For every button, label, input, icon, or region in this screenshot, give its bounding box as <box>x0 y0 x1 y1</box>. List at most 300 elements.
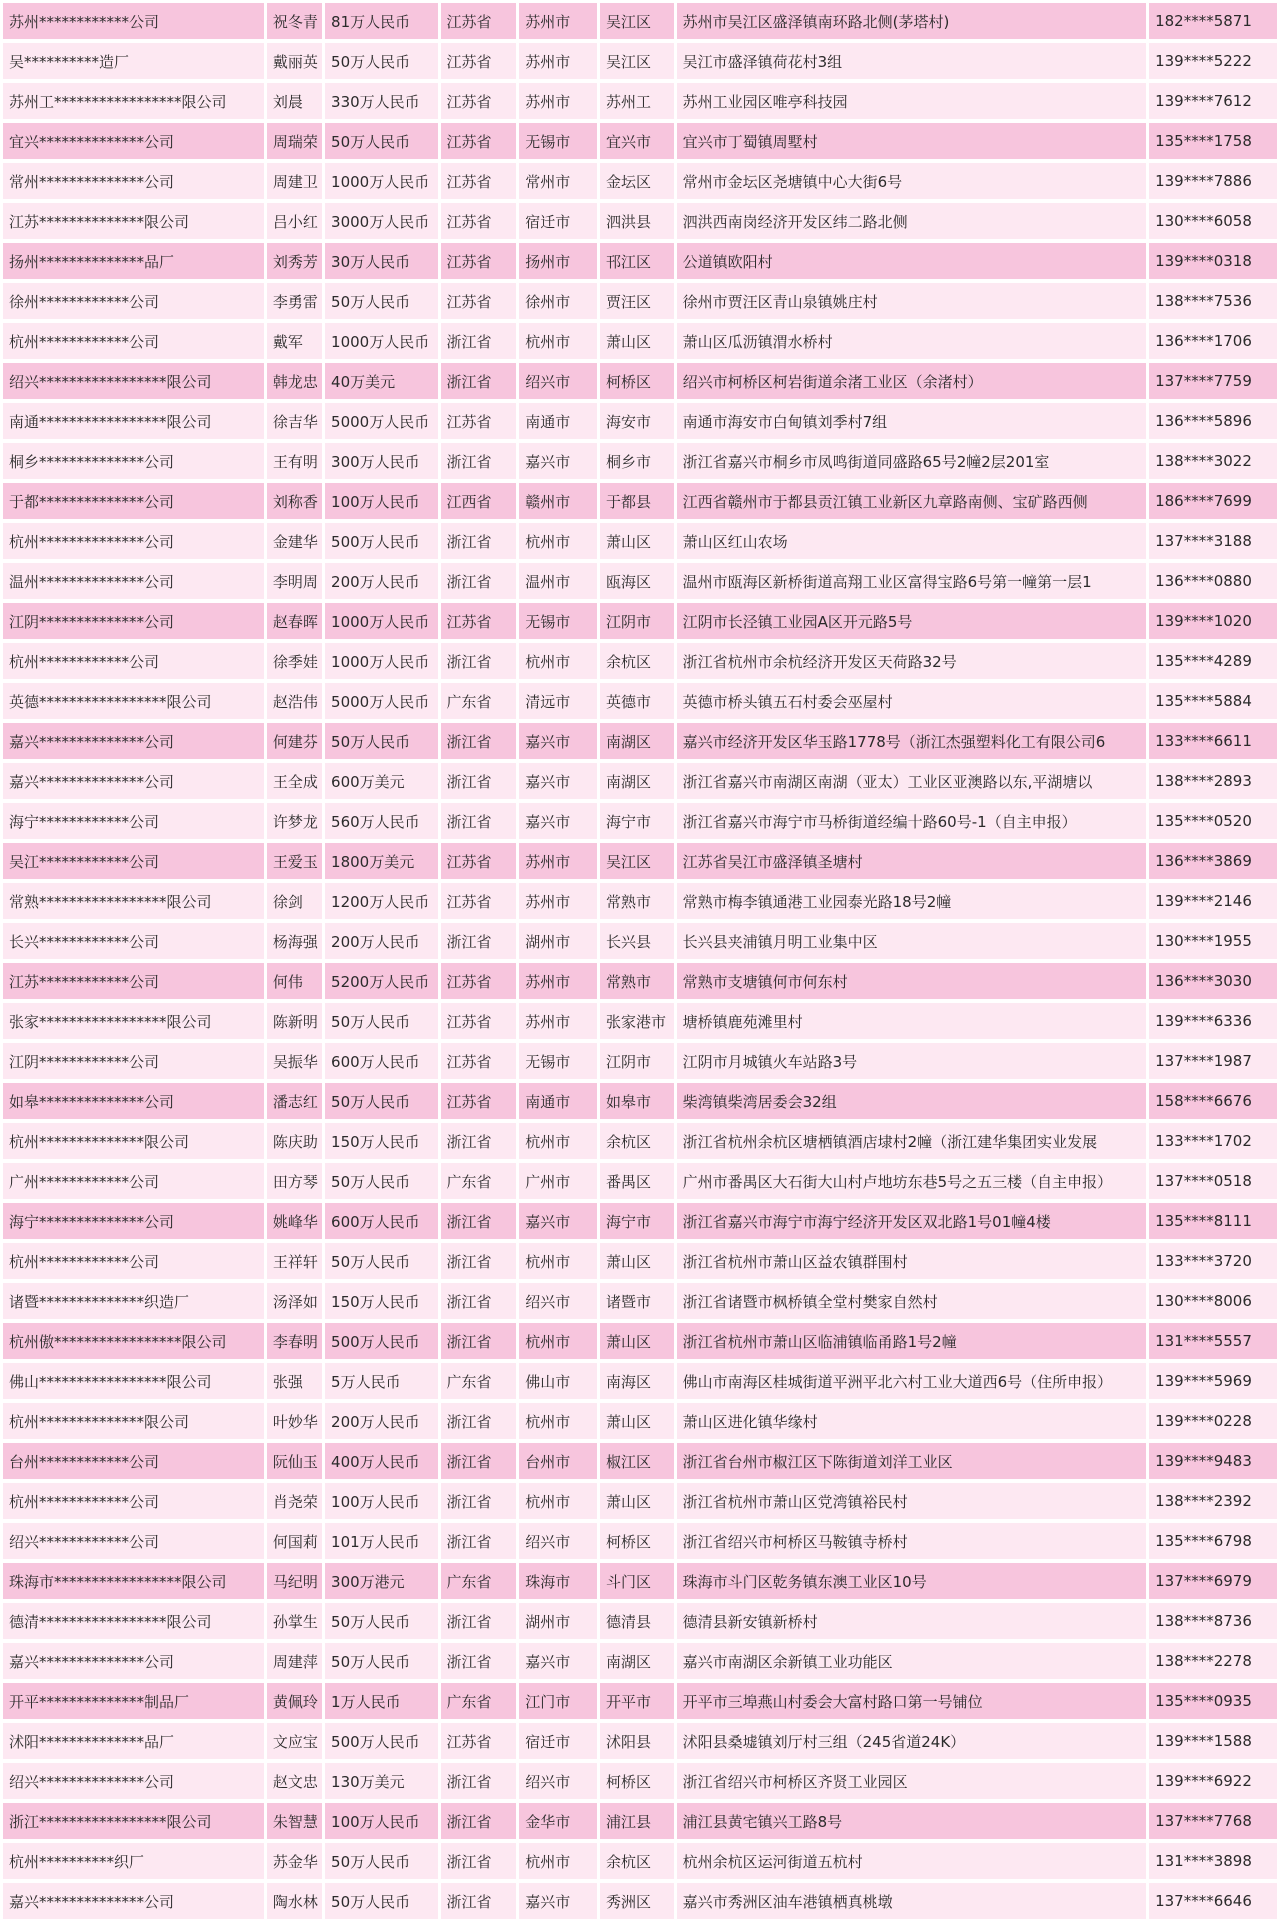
district-cell: 秀洲区 <box>600 1883 674 1919</box>
company-name-cell: 江苏************公司 <box>3 963 264 999</box>
address-cell: 嘉兴市经济开发区华玉路1778号（浙江杰强塑料化工有限公司6 <box>677 723 1146 759</box>
table-row <box>3 1643 1277 1679</box>
table-row <box>3 603 1277 639</box>
registered-capital-cell: 5000万人民币 <box>325 683 438 719</box>
phone-cell: 136****1706 <box>1149 323 1277 359</box>
registered-capital-cell: 5万人民币 <box>325 1363 438 1399</box>
company-name-cell: 杭州************公司 <box>3 323 264 359</box>
registered-capital-cell: 300万港元 <box>325 1563 438 1599</box>
phone-cell: 135****0520 <box>1149 803 1277 839</box>
district-cell: 开平市 <box>600 1683 674 1719</box>
company-name-cell: 开平**************制品厂 <box>3 1683 264 1719</box>
phone-cell: 130****1955 <box>1149 923 1277 959</box>
address-cell: 杭州余杭区运河街道五杭村 <box>677 1843 1146 1879</box>
table-row <box>3 1883 1277 1919</box>
company-name-cell: 桐乡**************公司 <box>3 443 264 479</box>
legal-person-cell: 赵春晖 <box>267 603 322 639</box>
phone-cell: 130****8006 <box>1149 1283 1277 1319</box>
city-cell: 嘉兴市 <box>519 1643 597 1679</box>
registered-capital-cell: 600万人民币 <box>325 1043 438 1079</box>
phone-cell: 135****0935 <box>1149 1683 1277 1719</box>
province-cell: 浙江省 <box>441 1403 517 1439</box>
registered-capital-cell: 1000万人民币 <box>325 603 438 639</box>
city-cell: 苏州市 <box>519 963 597 999</box>
address-cell: 徐州市贾汪区青山泉镇姚庄村 <box>677 283 1146 319</box>
address-cell: 开平市三埠燕山村委会大富村路口第一号铺位 <box>677 1683 1146 1719</box>
province-cell: 江苏省 <box>441 883 517 919</box>
phone-cell: 139****5222 <box>1149 43 1277 79</box>
district-cell: 浦江县 <box>600 1803 674 1839</box>
company-name-cell: 如皋**************公司 <box>3 1083 264 1119</box>
table-row <box>3 1083 1277 1119</box>
province-cell: 浙江省 <box>441 1523 517 1559</box>
city-cell: 佛山市 <box>519 1363 597 1399</box>
address-cell: 长兴县夹浦镇月明工业集中区 <box>677 923 1146 959</box>
address-cell: 绍兴市柯桥区柯岩街道余渚工业区（余渚村） <box>677 363 1146 399</box>
province-cell: 广东省 <box>441 1363 517 1399</box>
legal-person-cell: 张强 <box>267 1363 322 1399</box>
province-cell: 浙江省 <box>441 723 517 759</box>
district-cell: 萧山区 <box>600 1403 674 1439</box>
registered-capital-cell: 50万人民币 <box>325 43 438 79</box>
table-row <box>3 203 1277 239</box>
legal-person-cell: 刘秀芳 <box>267 243 322 279</box>
district-cell: 沭阳县 <box>600 1723 674 1759</box>
company-name-cell: 杭州************公司 <box>3 1483 264 1519</box>
province-cell: 江苏省 <box>441 403 517 439</box>
address-cell: 萧山区红山农场 <box>677 523 1146 559</box>
address-cell: 浙江省台州市椒江区下陈街道刘洋工业区 <box>677 1443 1146 1479</box>
address-cell: 嘉兴市秀洲区油车港镇栖真桃墩 <box>677 1883 1146 1919</box>
registered-capital-cell: 100万人民币 <box>325 483 438 519</box>
legal-person-cell: 李勇雷 <box>267 283 322 319</box>
district-cell: 宜兴市 <box>600 123 674 159</box>
registered-capital-cell: 600万人民币 <box>325 1203 438 1239</box>
table-row <box>3 563 1277 599</box>
district-cell: 番禺区 <box>600 1163 674 1199</box>
city-cell: 嘉兴市 <box>519 1203 597 1239</box>
province-cell: 浙江省 <box>441 643 517 679</box>
company-name-cell: 绍兴************公司 <box>3 1523 264 1559</box>
legal-person-cell: 杨海强 <box>267 923 322 959</box>
city-cell: 嘉兴市 <box>519 763 597 799</box>
phone-cell: 139****7886 <box>1149 163 1277 199</box>
company-name-cell: 台州************公司 <box>3 1443 264 1479</box>
city-cell: 清远市 <box>519 683 597 719</box>
city-cell: 杭州市 <box>519 523 597 559</box>
table-row <box>3 1363 1277 1399</box>
phone-cell: 133****6611 <box>1149 723 1277 759</box>
province-cell: 江苏省 <box>441 123 517 159</box>
address-cell: 柴湾镇柴湾居委会32组 <box>677 1083 1146 1119</box>
legal-person-cell: 吴振华 <box>267 1043 322 1079</box>
district-cell: 邗江区 <box>600 243 674 279</box>
district-cell: 柯桥区 <box>600 1763 674 1799</box>
company-name-cell: 徐州************公司 <box>3 283 264 319</box>
district-cell: 于都县 <box>600 483 674 519</box>
city-cell: 宿迁市 <box>519 203 597 239</box>
province-cell: 江苏省 <box>441 43 517 79</box>
company-name-cell: 长兴************公司 <box>3 923 264 959</box>
table-row <box>3 403 1277 439</box>
company-name-cell: 海宁************公司 <box>3 803 264 839</box>
company-name-cell: 江苏**************限公司 <box>3 203 264 239</box>
province-cell: 浙江省 <box>441 923 517 959</box>
district-cell: 英德市 <box>600 683 674 719</box>
table-row <box>3 1763 1277 1799</box>
city-cell: 金华市 <box>519 1803 597 1839</box>
company-name-cell: 广州************公司 <box>3 1163 264 1199</box>
table-row <box>3 1523 1277 1559</box>
phone-cell: 139****6922 <box>1149 1763 1277 1799</box>
province-cell: 江苏省 <box>441 163 517 199</box>
address-cell: 苏州市吴江区盛泽镇南环路北侧(茅塔村) <box>677 3 1146 39</box>
city-cell: 杭州市 <box>519 1323 597 1359</box>
phone-cell: 135****1758 <box>1149 123 1277 159</box>
registered-capital-cell: 5200万人民币 <box>325 963 438 999</box>
district-cell: 常熟市 <box>600 963 674 999</box>
city-cell: 扬州市 <box>519 243 597 279</box>
table-row <box>3 803 1277 839</box>
phone-cell: 139****9483 <box>1149 1443 1277 1479</box>
registered-capital-cell: 300万人民币 <box>325 443 438 479</box>
table-row <box>3 443 1277 479</box>
registered-capital-cell: 200万人民币 <box>325 563 438 599</box>
phone-cell: 135****4289 <box>1149 643 1277 679</box>
address-cell: 苏州工业园区唯亭科技园 <box>677 83 1146 119</box>
province-cell: 浙江省 <box>441 1203 517 1239</box>
district-cell: 海宁市 <box>600 1203 674 1239</box>
district-cell: 诸暨市 <box>600 1283 674 1319</box>
province-cell: 浙江省 <box>441 1123 517 1159</box>
city-cell: 湖州市 <box>519 1603 597 1639</box>
phone-cell: 137****0518 <box>1149 1163 1277 1199</box>
city-cell: 嘉兴市 <box>519 1883 597 1919</box>
district-cell: 萧山区 <box>600 1323 674 1359</box>
province-cell: 江苏省 <box>441 83 517 119</box>
city-cell: 无锡市 <box>519 123 597 159</box>
district-cell: 南湖区 <box>600 723 674 759</box>
district-cell: 柯桥区 <box>600 363 674 399</box>
city-cell: 嘉兴市 <box>519 443 597 479</box>
province-cell: 浙江省 <box>441 1443 517 1479</box>
district-cell: 江阴市 <box>600 1043 674 1079</box>
city-cell: 杭州市 <box>519 1123 597 1159</box>
phone-cell: 139****2146 <box>1149 883 1277 919</box>
company-name-cell: 南通*****************限公司 <box>3 403 264 439</box>
district-cell: 德清县 <box>600 1603 674 1639</box>
company-name-cell: 杭州************公司 <box>3 643 264 679</box>
province-cell: 江苏省 <box>441 3 517 39</box>
registered-capital-cell: 500万人民币 <box>325 1723 438 1759</box>
company-name-cell: 杭州************公司 <box>3 1243 264 1279</box>
phone-cell: 133****3720 <box>1149 1243 1277 1279</box>
district-cell: 张家港市 <box>600 1003 674 1039</box>
address-cell: 浙江省杭州市余杭经济开发区天荷路32号 <box>677 643 1146 679</box>
district-cell: 海安市 <box>600 403 674 439</box>
phone-cell: 138****8736 <box>1149 1603 1277 1639</box>
address-cell: 泗洪西南岗经济开发区纬二路北侧 <box>677 203 1146 239</box>
city-cell: 台州市 <box>519 1443 597 1479</box>
registered-capital-cell: 101万人民币 <box>325 1523 438 1559</box>
province-cell: 浙江省 <box>441 1603 517 1639</box>
city-cell: 常州市 <box>519 163 597 199</box>
district-cell: 余杭区 <box>600 1843 674 1879</box>
address-cell: 浙江省嘉兴市海宁市马桥街道经编十路60号-1（自主申报） <box>677 803 1146 839</box>
address-cell: 常州市金坛区尧塘镇中心大街6号 <box>677 163 1146 199</box>
legal-person-cell: 戴丽英 <box>267 43 322 79</box>
province-cell: 江苏省 <box>441 1003 517 1039</box>
registered-capital-cell: 130万美元 <box>325 1763 438 1799</box>
city-cell: 南通市 <box>519 1083 597 1119</box>
legal-person-cell: 姚峰华 <box>267 1203 322 1239</box>
province-cell: 江苏省 <box>441 963 517 999</box>
registered-capital-cell: 1万人民币 <box>325 1683 438 1719</box>
province-cell: 江苏省 <box>441 203 517 239</box>
registered-capital-cell: 5000万人民币 <box>325 403 438 439</box>
table-row <box>3 523 1277 559</box>
phone-cell: 137****7759 <box>1149 363 1277 399</box>
table-row <box>3 483 1277 519</box>
company-name-cell: 杭州傲*****************限公司 <box>3 1323 264 1359</box>
phone-cell: 139****1588 <box>1149 1723 1277 1759</box>
table-row <box>3 1123 1277 1159</box>
city-cell: 苏州市 <box>519 883 597 919</box>
company-name-cell: 杭州**********织厂 <box>3 1843 264 1879</box>
city-cell: 杭州市 <box>519 1243 597 1279</box>
district-cell: 贾汪区 <box>600 283 674 319</box>
company-name-cell: 江阴************公司 <box>3 1043 264 1079</box>
registered-capital-cell: 1800万美元 <box>325 843 438 879</box>
registered-capital-cell: 150万人民币 <box>325 1283 438 1319</box>
company-name-cell: 绍兴**************公司 <box>3 1763 264 1799</box>
registered-capital-cell: 50万人民币 <box>325 1603 438 1639</box>
address-cell: 浙江省嘉兴市桐乡市凤鸣街道同盛路65号2幢2层201室 <box>677 443 1146 479</box>
address-cell: 浙江省嘉兴市南湖区南湖（亚太）工业区亚澳路以东,平湖塘以 <box>677 763 1146 799</box>
legal-person-cell: 田方琴 <box>267 1163 322 1199</box>
province-cell: 浙江省 <box>441 1243 517 1279</box>
table-row <box>3 1203 1277 1239</box>
table-row <box>3 3 1277 39</box>
city-cell: 杭州市 <box>519 323 597 359</box>
registered-capital-cell: 500万人民币 <box>325 523 438 559</box>
table-row <box>3 83 1277 119</box>
table-row <box>3 1003 1277 1039</box>
phone-cell: 139****1020 <box>1149 603 1277 639</box>
phone-cell: 138****2278 <box>1149 1643 1277 1679</box>
phone-cell: 138****7536 <box>1149 283 1277 319</box>
table-row <box>3 243 1277 279</box>
company-name-cell: 嘉兴**************公司 <box>3 723 264 759</box>
company-name-cell: 英德*****************限公司 <box>3 683 264 719</box>
province-cell: 广东省 <box>441 1683 517 1719</box>
legal-person-cell: 何国莉 <box>267 1523 322 1559</box>
table-body <box>3 3 1277 1919</box>
table-row <box>3 1243 1277 1279</box>
legal-person-cell: 许梦龙 <box>267 803 322 839</box>
address-cell: 塘桥镇鹿苑滩里村 <box>677 1003 1146 1039</box>
address-cell: 英德市桥头镇五石村委会巫屋村 <box>677 683 1146 719</box>
district-cell: 吴江区 <box>600 843 674 879</box>
registered-capital-cell: 40万美元 <box>325 363 438 399</box>
registered-capital-cell: 200万人民币 <box>325 1403 438 1439</box>
city-cell: 南通市 <box>519 403 597 439</box>
city-cell: 苏州市 <box>519 1003 597 1039</box>
district-cell: 南海区 <box>600 1363 674 1399</box>
company-name-cell: 沭阳**************品厂 <box>3 1723 264 1759</box>
province-cell: 浙江省 <box>441 1643 517 1679</box>
legal-person-cell: 陈新明 <box>267 1003 322 1039</box>
phone-cell: 131****3898 <box>1149 1843 1277 1879</box>
district-cell: 常熟市 <box>600 883 674 919</box>
address-cell: 常熟市梅李镇通港工业园泰光路18号2幢 <box>677 883 1146 919</box>
province-cell: 江苏省 <box>441 843 517 879</box>
phone-cell: 139****0228 <box>1149 1403 1277 1439</box>
legal-person-cell: 潘志红 <box>267 1083 322 1119</box>
province-cell: 江苏省 <box>441 1043 517 1079</box>
city-cell: 苏州市 <box>519 43 597 79</box>
table-row <box>3 1843 1277 1879</box>
legal-person-cell: 朱智慧 <box>267 1803 322 1839</box>
company-name-cell: 杭州**************限公司 <box>3 1123 264 1159</box>
company-name-cell: 浙江*****************限公司 <box>3 1803 264 1839</box>
district-cell: 余杭区 <box>600 1123 674 1159</box>
table-row <box>3 923 1277 959</box>
legal-person-cell: 王祥轩 <box>267 1243 322 1279</box>
legal-person-cell: 王有明 <box>267 443 322 479</box>
registered-capital-cell: 1200万人民币 <box>325 883 438 919</box>
registered-capital-cell: 100万人民币 <box>325 1483 438 1519</box>
city-cell: 杭州市 <box>519 1403 597 1439</box>
phone-cell: 138****2392 <box>1149 1483 1277 1519</box>
company-name-cell: 常熟*****************限公司 <box>3 883 264 919</box>
company-name-cell: 杭州**************限公司 <box>3 1403 264 1439</box>
province-cell: 浙江省 <box>441 443 517 479</box>
district-cell: 泗洪县 <box>600 203 674 239</box>
province-cell: 浙江省 <box>441 763 517 799</box>
district-cell: 萧山区 <box>600 1243 674 1279</box>
phone-cell: 139****6336 <box>1149 1003 1277 1039</box>
legal-person-cell: 何建芬 <box>267 723 322 759</box>
address-cell: 沭阳县桑墟镇刘厅村三组（245省道24K） <box>677 1723 1146 1759</box>
city-cell: 广州市 <box>519 1163 597 1199</box>
table-row <box>3 683 1277 719</box>
legal-person-cell: 孙掌生 <box>267 1603 322 1639</box>
district-cell: 苏州工 <box>600 83 674 119</box>
company-name-cell: 吴**********造厂 <box>3 43 264 79</box>
legal-person-cell: 王全成 <box>267 763 322 799</box>
city-cell: 无锡市 <box>519 603 597 639</box>
province-cell: 浙江省 <box>441 563 517 599</box>
city-cell: 杭州市 <box>519 1843 597 1879</box>
table-row <box>3 843 1277 879</box>
city-cell: 嘉兴市 <box>519 803 597 839</box>
phone-cell: 137****3188 <box>1149 523 1277 559</box>
province-cell: 浙江省 <box>441 1843 517 1879</box>
registered-capital-cell: 50万人民币 <box>325 1243 438 1279</box>
legal-person-cell: 汤泽如 <box>267 1283 322 1319</box>
legal-person-cell: 李明周 <box>267 563 322 599</box>
company-name-cell: 宜兴**************公司 <box>3 123 264 159</box>
phone-cell: 137****6646 <box>1149 1883 1277 1919</box>
legal-person-cell: 李春明 <box>267 1323 322 1359</box>
province-cell: 浙江省 <box>441 1483 517 1519</box>
address-cell: 宜兴市丁蜀镇周墅村 <box>677 123 1146 159</box>
address-cell: 公道镇欧阳村 <box>677 243 1146 279</box>
company-name-cell: 常州**************公司 <box>3 163 264 199</box>
table-row <box>3 1603 1277 1639</box>
company-name-cell: 嘉兴**************公司 <box>3 1643 264 1679</box>
registered-capital-cell: 50万人民币 <box>325 1643 438 1679</box>
address-cell: 江苏省吴江市盛泽镇圣塘村 <box>677 843 1146 879</box>
phone-cell: 135****6798 <box>1149 1523 1277 1559</box>
legal-person-cell: 周建萍 <box>267 1643 322 1679</box>
company-name-cell: 诸暨**************织造厂 <box>3 1283 264 1319</box>
province-cell: 浙江省 <box>441 363 517 399</box>
registered-capital-cell: 50万人民币 <box>325 1083 438 1119</box>
address-cell: 佛山市南海区桂城街道平洲平北六村工业大道西6号（住所申报） <box>677 1363 1146 1399</box>
legal-person-cell: 徐季娃 <box>267 643 322 679</box>
company-name-cell: 苏州工*****************限公司 <box>3 83 264 119</box>
registered-capital-cell: 100万人民币 <box>325 1803 438 1839</box>
province-cell: 广东省 <box>441 1563 517 1599</box>
address-cell: 珠海市斗门区乾务镇东澳工业区10号 <box>677 1563 1146 1599</box>
address-cell: 浦江县黄宅镇兴工路8号 <box>677 1803 1146 1839</box>
province-cell: 江苏省 <box>441 603 517 639</box>
province-cell: 江西省 <box>441 483 517 519</box>
registered-capital-cell: 400万人民币 <box>325 1443 438 1479</box>
district-cell: 长兴县 <box>600 923 674 959</box>
province-cell: 江苏省 <box>441 1723 517 1759</box>
district-cell: 萧山区 <box>600 523 674 559</box>
registered-capital-cell: 1000万人民币 <box>325 323 438 359</box>
province-cell: 浙江省 <box>441 1883 517 1919</box>
province-cell: 浙江省 <box>441 803 517 839</box>
address-cell: 吴江市盛泽镇荷花村3组 <box>677 43 1146 79</box>
registered-capital-cell: 50万人民币 <box>325 1003 438 1039</box>
district-cell: 萧山区 <box>600 1483 674 1519</box>
phone-cell: 136****3030 <box>1149 963 1277 999</box>
phone-cell: 139****7612 <box>1149 83 1277 119</box>
legal-person-cell: 何伟 <box>267 963 322 999</box>
legal-person-cell: 肖尧荣 <box>267 1483 322 1519</box>
address-cell: 德清县新安镇新桥村 <box>677 1603 1146 1639</box>
city-cell: 绍兴市 <box>519 363 597 399</box>
province-cell: 广东省 <box>441 683 517 719</box>
district-cell: 南湖区 <box>600 1643 674 1679</box>
legal-person-cell: 赵文忠 <box>267 1763 322 1799</box>
phone-cell: 138****2893 <box>1149 763 1277 799</box>
table-row <box>3 1043 1277 1079</box>
phone-cell: 137****6979 <box>1149 1563 1277 1599</box>
city-cell: 嘉兴市 <box>519 723 597 759</box>
city-cell: 无锡市 <box>519 1043 597 1079</box>
province-cell: 浙江省 <box>441 1283 517 1319</box>
company-name-cell: 扬州**************品厂 <box>3 243 264 279</box>
address-cell: 江阴市长泾镇工业园A区开元路5号 <box>677 603 1146 639</box>
registered-capital-cell: 50万人民币 <box>325 283 438 319</box>
address-cell: 萧山区瓜沥镇渭水桥村 <box>677 323 1146 359</box>
legal-person-cell: 阮仙玉 <box>267 1443 322 1479</box>
province-cell: 浙江省 <box>441 1803 517 1839</box>
legal-person-cell: 吕小红 <box>267 203 322 239</box>
registered-capital-cell: 81万人民币 <box>325 3 438 39</box>
table-row <box>3 1723 1277 1759</box>
company-name-cell: 佛山*****************限公司 <box>3 1363 264 1399</box>
phone-cell: 186****7699 <box>1149 483 1277 519</box>
table-row <box>3 1563 1277 1599</box>
address-cell: 南通市海安市白甸镇刘季村7组 <box>677 403 1146 439</box>
